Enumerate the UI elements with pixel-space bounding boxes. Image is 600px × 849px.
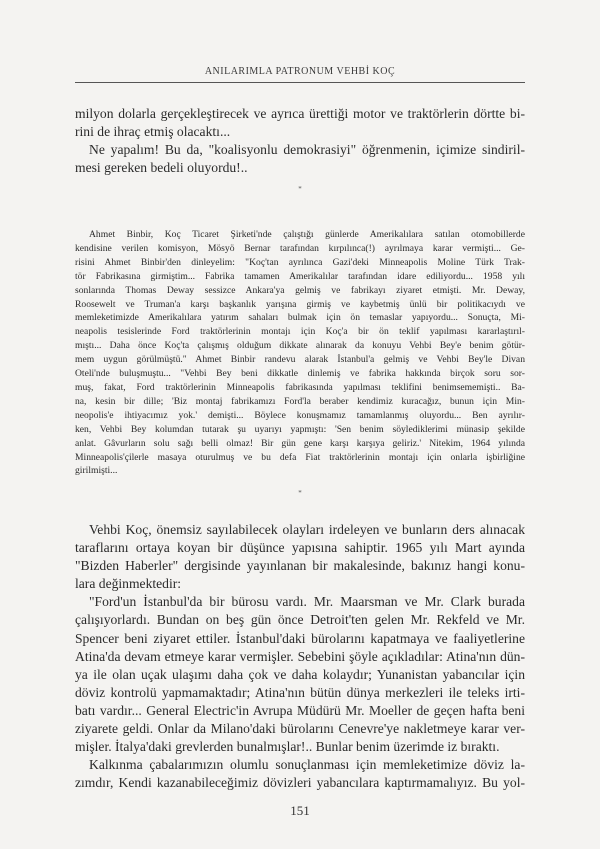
note-line: ken, Vehbi Bey kolumdan tutarak şu uyarıyı yapmıştı: 'Sen benim söylediklerimi münasip şekilde: [75, 423, 525, 435]
footnote-block: [75, 228, 525, 478]
note-line: anlat. Gâvurların solu sağı belli olmaz! Bir gün gene karşı karşıya geliriz.' Nitekim, 1964 yılında: [75, 437, 525, 449]
section-separator: *: [298, 185, 302, 193]
note-line: memleketimizde Amerikalılara yatırım sahaları bulmak için ön temaslar yapıyordu... Sonuçta, Mi-: [75, 312, 525, 324]
note-line: mem uygun görülmüştü." Ahmet Binbir randevu alarak İstanbul'a gelmiş ve Vehbi Bey'le Divan: [75, 354, 525, 366]
body-line: döviz kontrolü yapmamaktadır; Atina'nın bütün dünya merkezleri ile teleks irti-: [75, 684, 525, 700]
page-number: 151: [290, 803, 310, 818]
note-line: Ahmet Binbir, Koç Ticaret Şirketi'nde çalıştığı günlerde Amerikalılara satılan otomobillerde: [89, 229, 525, 240]
main-paragraphs: [75, 521, 525, 792]
note-line: Oteli'nde buluşmuştu... "Vehbi Bey beni dikkatle dinlemiş ve fabrika hakkında birçok soru sor-: [75, 368, 525, 380]
body-line: mişler. İtalya'daki grevlerden bunalmışlar!.. Bunlar benim üzerimde iz bıraktı.: [75, 739, 500, 755]
body-line: batı vardır... General Electric'in Avrupa Müdürü Mr. Moeller de geçen hafta beni: [75, 702, 525, 718]
body-line: çalışıyorlardı. Bundan on beş gün önce Detroit'ten gelen Mr. Rekfeld ve Mr.: [75, 612, 525, 628]
body-line: Kalkınma çabalarımızın olumlu sonuçlanması için memleketimize döviz la-: [89, 757, 525, 773]
running-head: ANILARIMLA PATRONUM VEHBİ KOÇ: [204, 66, 396, 77]
body-line: taraflarını ortaya koyan bir düşünce yapısına sahiptir. 1965 yılı Mart ayında: [75, 540, 525, 556]
note-line: Roosewelt ve Truman'a karşı başkanlık yarışına girmiş ve kaybetmiş ünlü bir politikacıydı ve: [75, 298, 525, 310]
body-line: Ne yapalım! Bu da, "koalisyonlu demokrasiyi" öğrenmenin, içimize sindiril-: [89, 142, 525, 158]
note-line: girilmişti...: [75, 465, 118, 477]
body-line: zımdır, Kendi kazanabileceğimiz dövizleri yabancılara kaptırmamalıyız. Bu yol-: [75, 775, 525, 791]
note-line: mıştı... Daha önce Koç'ta çalışmış olduğum dikkate alınarak da konuyu Vehbi Bey'e benim götür-: [75, 340, 525, 352]
note-line: na, kesin bir dille; 'Biz montaj fabrikamızı Ford'la beraber kendimiz kuracağız, bunun için Min-: [75, 395, 525, 407]
note-line: sonlarında Thomas Deway sessizce Ankara'ya gelmiş ve fabrikayı ziyaret etmişti. Mr. Deway,: [75, 284, 525, 296]
body-line: rini de ihraç etmiş olacaktı...: [75, 124, 231, 140]
body-line: "Ford'un İstanbul'da bir bürosu vardı. Mr. Maarsman ve Mr. Clark burada: [89, 594, 525, 610]
body-line: mesi gereken bedeli oluyordu!..: [75, 160, 248, 176]
section-separator: *: [298, 489, 302, 497]
body-line: Spencer beni ziyaret ettiler. İstanbul'daki bürolarını kapatmaya ve faaliyetlerine: [75, 630, 525, 646]
body-line: Atina'da devam etmeye karar vermişler. Sebebini şöyle açıkladılar: Atina'nın dün-: [75, 648, 525, 664]
body-line: "Bizden Haberler" dergisinde yayınlanan bir makalesinde, bakınız hangi konu-: [75, 558, 525, 574]
note-line: neapolis tesislerinde Ford traktörlerinin montajı için Koç'a bir ön teklif yapılması kararlaştırıl-: [75, 326, 525, 338]
body-line: ya ile olan uçak ulaşımı daha çok ve daha kolaydır; Yunanistan yabancılar için: [75, 666, 525, 682]
note-line: tör Fabrikasına girmiştim... Fabrika tamamen Amerikalılar tarafından idare ediliyordu... 1958 yılı: [75, 270, 525, 282]
note-line: neopolis'e ihtiyacımız yok.' demişti... Böylece konuşmamız tamamlanmış oluyordu... Ben ayrılır-: [75, 409, 525, 421]
note-line: kendisine verilen komisyon, Mösyö Bernar tarafından kırpılınca(!) ayrılmaya karar vermişti... Ge-: [75, 242, 525, 254]
body-line: milyon dolarla gerçekleştirecek ve ayrıca ürettiği motor ve traktörlerin dörtte bi-: [75, 106, 525, 121]
body-line: Vehbi Koç, önemsiz sayılabilecek olayları irdeleyen ve bunların ders alınacak: [89, 522, 525, 537]
body-line: ziyarete geldi. Onlar da Milano'daki bürolarını Cenevre'ye nakletmeye karar ver-: [75, 721, 525, 737]
top-paragraphs: [75, 105, 525, 177]
header-rule: [75, 82, 525, 83]
note-line: Minneapolis'çilerle masaya oturulmuş ve bu defa Fiat traktörlerinin montajı için onlarla işbirliğine: [75, 451, 525, 463]
body-line: lara değinmektedir:: [75, 576, 182, 592]
note-line: muş, fakat, Ford traktörlerinin Minneapolis fabrikasında yapılması teklifini benimsememişti.. Ba-: [75, 381, 525, 393]
note-line: risini Ahmet Binbir'den dinleyelim: "Koç'tan ayrılınca Gazi'deki Minneapolis Moline Türk Trak-: [75, 256, 525, 268]
